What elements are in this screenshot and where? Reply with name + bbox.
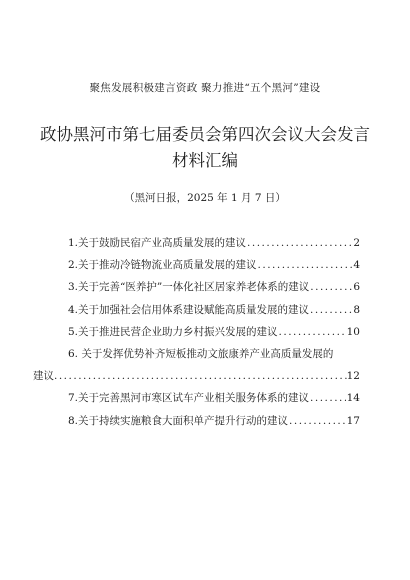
toc-item-label: 关于加强社会信用体系建设赋能高质量发展的建议 [78, 303, 310, 316]
toc-item-page: 4 [353, 259, 360, 272]
toc-item-7[interactable] [40, 387, 360, 409]
document-title-line-1: 政协黑河市第七届委员会第四次会议大会发言 [40, 125, 370, 144]
toc-item-label: 关于完善黑河市寒区试车产业相关服务体系的建议 [78, 392, 310, 405]
toc-item-label: 关于持续实施粮食大面积单产提升行动的建议 [78, 414, 289, 427]
toc-leader-dots [309, 276, 352, 298]
toc-item-label-continued: 建议 [33, 370, 54, 383]
toc-item-number: 1. [68, 237, 79, 249]
toc-item-4[interactable] [40, 299, 360, 321]
toc-item-label: 关于完善“医养护”一体化社区居家养老体系的建议 [78, 281, 310, 294]
toc-leader-dots [54, 365, 347, 387]
toc-leader-dots [246, 232, 352, 254]
toc-item-8[interactable] [40, 410, 360, 432]
toc-item-page: 6 [353, 281, 360, 294]
table-of-contents [33, 232, 360, 432]
toc-item-number: 8. [68, 414, 79, 427]
toc-item-1[interactable] [40, 232, 360, 254]
toc-leader-dots [288, 410, 346, 432]
document-subtitle: 聚焦发展积极建言资政 聚力推进“五个黑河”建设 [89, 82, 321, 94]
toc-item-label: 关于推动冷链物流业高质量发展的建议 [78, 259, 257, 272]
toc-leader-dots [309, 299, 352, 321]
toc-leader-dots [278, 321, 346, 343]
toc-item-number: 4. [68, 303, 79, 316]
toc-leader-dots [257, 254, 353, 276]
toc-item-line-1 [40, 343, 360, 365]
toc-item-page: 17 [346, 414, 360, 427]
document-title [40, 122, 370, 174]
toc-item-number: 3. [68, 281, 79, 294]
toc-item-page: 8 [353, 303, 360, 316]
toc-item-number: 5. [68, 325, 79, 338]
toc-item-number: 6. [68, 348, 79, 361]
toc-item-label: 关于鼓励民宿产业高质量发展的建议 [78, 237, 247, 249]
toc-item-label: 关于发挥优势补齐短板推动文旅康养产业高质量发展的 [81, 348, 334, 361]
toc-item-5[interactable] [40, 321, 360, 343]
toc-item-page: 14 [346, 392, 360, 405]
toc-item-page: 10 [346, 325, 360, 338]
toc-leader-dots [309, 387, 346, 409]
toc-item-number: 2. [68, 259, 79, 272]
toc-item-page: 12 [346, 370, 360, 383]
toc-item-line-2 [33, 365, 360, 387]
toc-item-2[interactable] [40, 254, 360, 276]
toc-item-label: 关于推进民营企业助力乡村振兴发展的建议 [78, 325, 278, 338]
toc-item-3[interactable] [40, 276, 360, 298]
toc-item-6[interactable] [33, 343, 360, 387]
toc-item-number: 7. [68, 392, 79, 405]
toc-item-page: 2 [353, 237, 360, 249]
source-citation: （黑河日报，2025 年 1 月 7 日） [124, 192, 286, 204]
document-title-line-2: 材料汇编 [172, 151, 238, 170]
